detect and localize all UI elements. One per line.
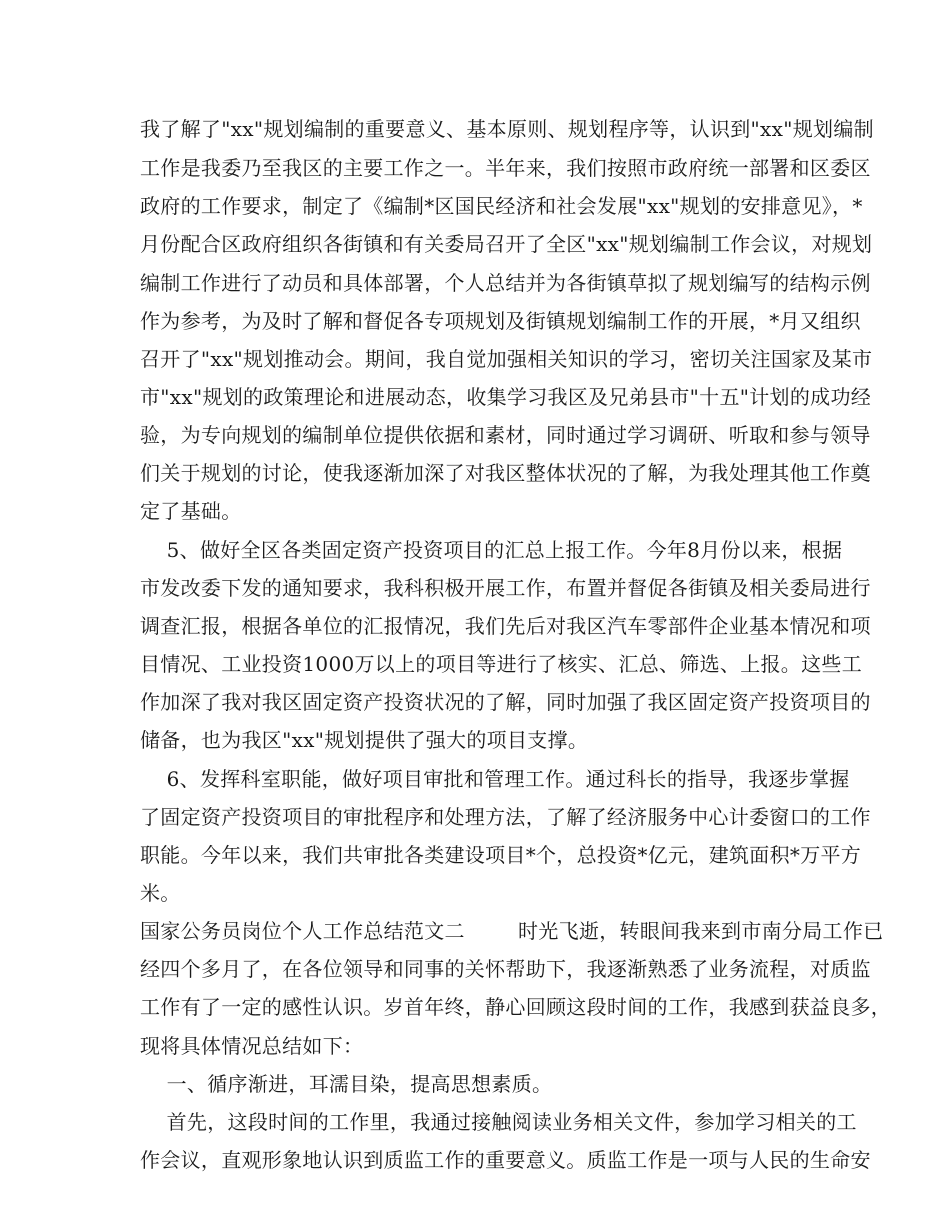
text-line: 作为参考，为及时了解和督促各专项规划及街镇规划编制工作的开展，*月又组织 bbox=[140, 309, 861, 333]
text-line: 验，为专向规划的编制单位提供依据和素材，同时通过学习调研、听取和参与领导 bbox=[140, 423, 871, 447]
text-line: 经四个多月了，在各位领导和同事的关怀帮助下，我逐渐熟悉了业务流程，对质监 bbox=[140, 957, 871, 981]
paragraph-5-line: 5、做好全区各类固定资产投资项目的汇总上报工作。今年8月份以来，根据 bbox=[140, 538, 843, 562]
text-line: 储备，也为我区"xx"规划提供了强大的项目支撑。 bbox=[140, 728, 589, 752]
text-line: 工作是我委乃至我区的主要工作之一。半年来，我们按照市政府统一部署和区委区 bbox=[140, 156, 871, 180]
text-line: 了固定资产投资项目的审批程序和处理方法，了解了经济服务中心计委窗口的工作 bbox=[140, 805, 871, 829]
text-line: 工作有了一定的感性认识。岁首年终，静心回顾这段时间的工作，我感到获益良多， bbox=[140, 995, 892, 1019]
text-line: 政府的工作要求，制定了《编制*区国民经济和社会发展"xx"规划的安排意见》，* bbox=[140, 194, 863, 218]
text-line: 调查汇报，根据各单位的汇报情况，我们先后对我区汽车零部件企业基本情况和项 bbox=[140, 614, 871, 638]
text-line: 们关于规划的讨论，使我逐渐加深了对我区整体状况的了解，为我处理其他工作奠 bbox=[140, 461, 871, 485]
text-line: 召开了"xx"规划推动会。期间，我自觉加强相关知识的学习，密切关注国家及某市 bbox=[140, 347, 873, 371]
text-line: 我了解了"xx"规划编制的重要意义、基本原则、规划程序等，认识到"xx"规划编制 bbox=[140, 117, 874, 141]
text-line: 定了基础。 bbox=[140, 499, 242, 523]
section-title-line: 国家公务员岗位个人工作总结范文二 时光飞逝，转眼间我来到市南分局工作已 bbox=[140, 919, 884, 943]
text-line: 首先，这段时间的工作里，我通过接触阅读业务相关文件，参加学习相关的工 bbox=[140, 1110, 857, 1134]
text-line: 作会议，直观形象地认识到质监工作的重要意义。质监工作是一项与人民的生命安 bbox=[140, 1148, 871, 1172]
paragraph-6-line: 6、发挥科室职能，做好项目审批和管理工作。通过科长的指导，我逐步掌握 bbox=[140, 767, 850, 791]
text-line: 作加深了我对我区固定资产投资状况的了解，同时加强了我区固定资产投资项目的 bbox=[140, 690, 871, 714]
text-line: 米。 bbox=[140, 881, 181, 905]
text-line: 市"xx"规划的政策理论和进展动态，收集学习我区及兄弟县市"十五"计划的成功经 bbox=[140, 385, 872, 409]
text-line: 现将具体情况总结如下： bbox=[140, 1034, 364, 1058]
text-line: 月份配合区政府组织各街镇和有关委局召开了全区"xx"规划编制工作会议，对规划 bbox=[140, 232, 873, 256]
heading-line: 一、循序渐进，耳濡目染，提高思想素质。 bbox=[140, 1072, 553, 1096]
text-line: 编制工作进行了动员和具体部署，个人总结并为各街镇草拟了规划编写的结构示例 bbox=[140, 271, 871, 295]
text-line: 职能。今年以来，我们共审批各类建设项目*个，总投资*亿元，建筑面积*万平方 bbox=[140, 843, 862, 867]
text-line: 市发改委下发的通知要求，我科积极开展工作，布置并督促各街镇及相关委局进行 bbox=[140, 576, 871, 600]
text-line: 目情况、工业投资1000万以上的项目等进行了核实、汇总、筛选、上报。这些工 bbox=[140, 652, 862, 676]
